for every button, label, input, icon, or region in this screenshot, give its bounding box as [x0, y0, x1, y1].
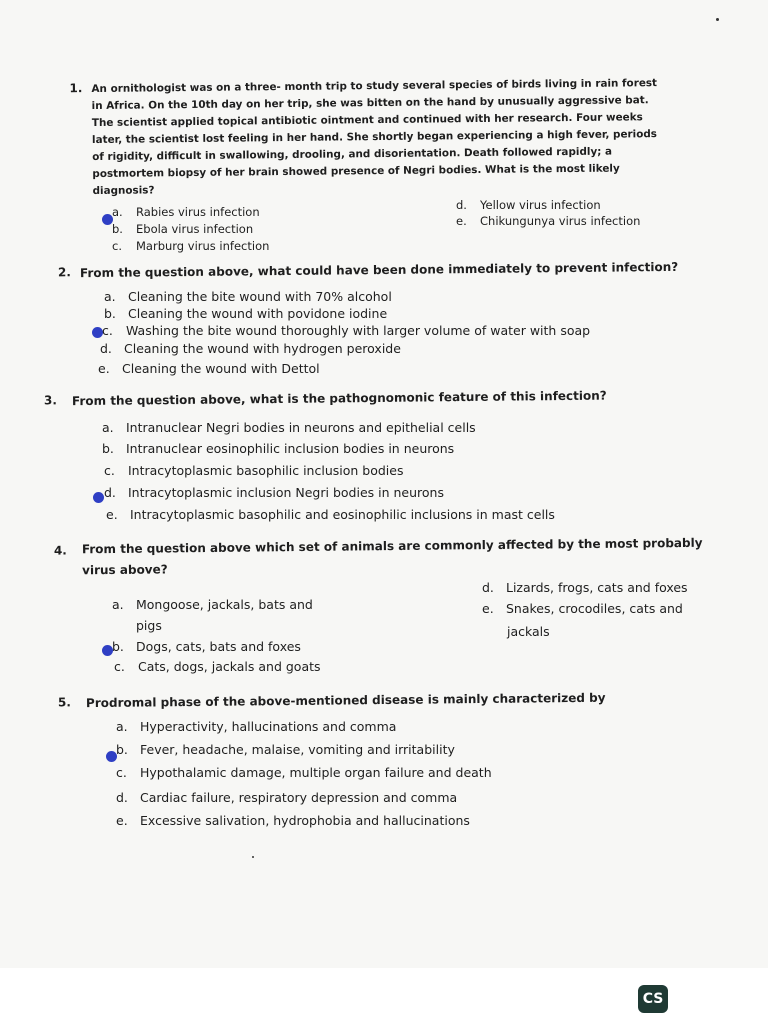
option-1c: c. Marburg virus infection: [112, 239, 270, 253]
question-number: 3.: [43, 393, 57, 408]
question-text: An ornithologist was on a three- month trip to study several species of birds living in rain forest in Africa. On the 10th day on her trip, she was bitten on the hand by unusually aggressive bat. The scientist applied topical antibiotic ointment and continued with her research. Four weeks later, the scientist lost feeling in her hand. She shortly began experiencing a high fever, periods of rigidity, difficult in swallowing, drooling, and disorientation. Death followed rapidly; a postmortem biopsy of her brain showed presence of Negri bodies. What is the most likely diagnosis?: [91, 77, 658, 198]
option-4b: b. Dogs, cats, bats and foxes: [112, 639, 301, 654]
option-2c: c. Washing the bite wound thoroughly with larger volume of water with soap: [102, 323, 591, 338]
question-number: 4.: [53, 543, 67, 558]
option-4d: d. Lizards, frogs, cats and foxes: [482, 580, 688, 595]
option-1d: d. Yellow virus infection: [456, 198, 601, 212]
question-number: 5.: [57, 695, 71, 710]
option-3e: e. Intracytoplasmic basophilic and eosinophilic inclusions in mast cells: [106, 507, 555, 522]
question-2: [57, 259, 680, 282]
option-1a: a. Rabies virus infection: [112, 205, 260, 219]
logo-text: CS: [642, 991, 664, 1007]
option-3c: c. Intracytoplasmic basophilic inclusion bodies: [104, 463, 404, 478]
speck: [252, 856, 254, 858]
option-2d: d. Cleaning the wound with hydrogen peroxide: [100, 341, 401, 356]
option-4c: c. Cats, dogs, jackals and goats: [114, 659, 321, 674]
question-text: Prodromal phase of the above-mentioned disease is mainly characterized by: [85, 690, 606, 711]
option-4a-cont: pigs: [136, 618, 162, 633]
option-5b: b. Fever, headache, malaise, vomiting and irritability: [116, 742, 455, 757]
camscanner-logo: [638, 985, 668, 1013]
question-number: 2.: [57, 265, 71, 280]
question-number: 1.: [69, 81, 83, 96]
question-3: [43, 387, 672, 410]
question-4: [53, 533, 712, 582]
option-4e-cont: jackals: [507, 624, 550, 639]
option-2b: b. Cleaning the wound with povidone iodine: [104, 306, 388, 321]
option-3b: b. Intranuclear eosinophilic inclusion bodies in neurons: [102, 441, 455, 456]
option-3d: d. Intracytoplasmic inclusion Negri bodies in neurons: [104, 485, 444, 500]
option-5c: c. Hypothalamic damage, multiple organ failure and death: [116, 765, 492, 780]
option-5e: e. Excessive salivation, hydrophobia and hallucinations: [116, 813, 470, 828]
option-4a: a. Mongoose, jackals, bats and: [112, 597, 313, 612]
question-text: From the question above, what is the pathognomonic feature of this infection?: [71, 388, 607, 409]
option-1b: b. Ebola virus infection: [112, 222, 254, 236]
option-2a: a. Cleaning the bite wound with 70% alcohol: [104, 289, 392, 304]
option-5a: a. Hyperactivity, hallucinations and comma: [116, 719, 397, 734]
question-text: From the question above which set of animals are commonly affected by the most probably virus above?: [81, 535, 703, 578]
question-text: From the question above, what could have been done immediately to prevent infection?: [79, 259, 679, 281]
option-1e: e. Chikungunya virus infection: [456, 214, 641, 228]
speck: [716, 18, 719, 21]
option-4e: e. Snakes, crocodiles, cats and: [482, 601, 683, 616]
option-5d: d. Cardiac failure, respiratory depression and comma: [116, 790, 458, 805]
option-2e: e. Cleaning the wound with Dettol: [98, 361, 320, 376]
question-1: [69, 75, 672, 200]
question-5: [57, 689, 686, 712]
option-3a: a. Intranuclear Negri bodies in neurons and epithelial cells: [102, 420, 476, 435]
answer-mark: [93, 492, 104, 503]
